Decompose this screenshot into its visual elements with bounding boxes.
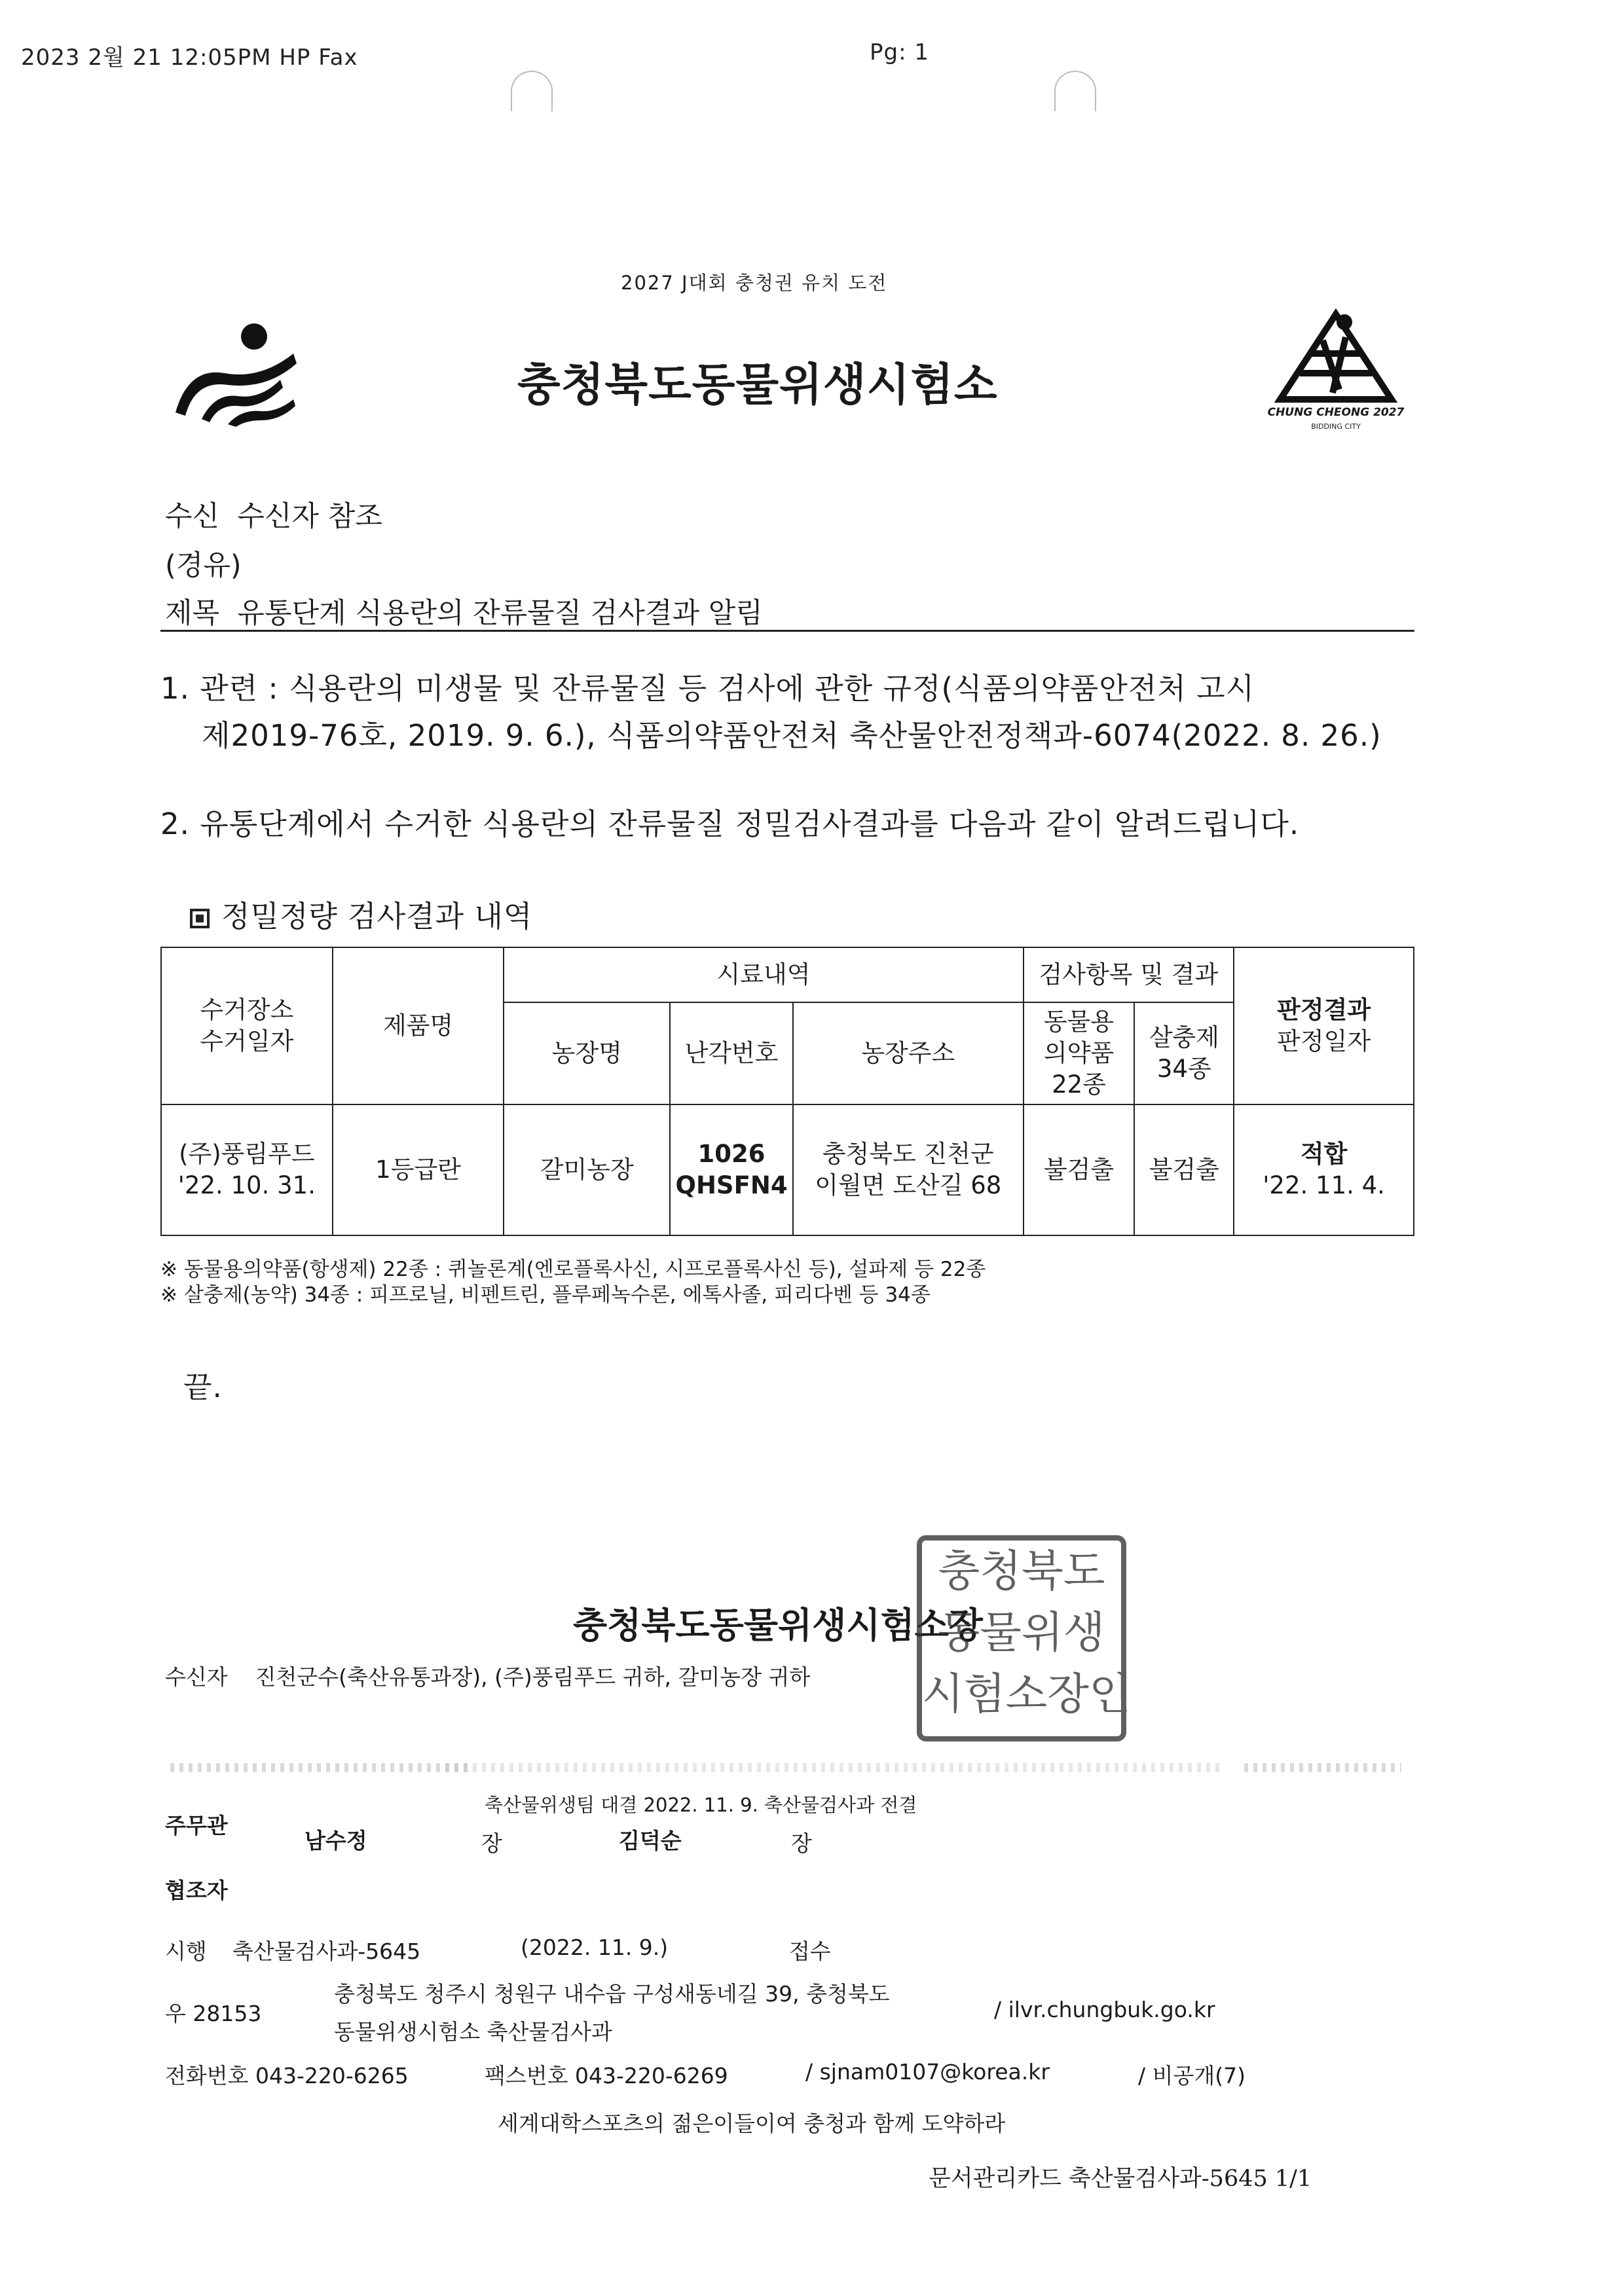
cell-shell bbox=[670, 1104, 793, 1235]
header-drug bbox=[1024, 1002, 1135, 1104]
end-mark: 끝. bbox=[183, 1370, 223, 1404]
director-name: 김덕순 bbox=[619, 1828, 682, 1853]
cell-verdict bbox=[1234, 1104, 1414, 1235]
seal-line-2: 동물위생 bbox=[938, 1607, 1105, 1658]
fax-timestamp: 2023 2월 21 12:05PM HP Fax bbox=[21, 45, 358, 71]
address-line-1: 충청북도 청주시 청원구 내수읍 구성새동네길 39, 충청북도 bbox=[334, 1981, 890, 2007]
cell-address-2: 이월면 도산길 68 bbox=[815, 1171, 1002, 1199]
note-1: ※ 동물용의약품(항생제) 22종 : 퀴놀론계(엔로플록사신, 시프로플록사신 등), 설파제 등 22종 bbox=[160, 1258, 986, 1281]
scan-noise bbox=[445, 1763, 1225, 1772]
cell-farm: 갈미농장 bbox=[504, 1104, 670, 1235]
table-row bbox=[161, 1104, 1414, 1235]
recipient-line bbox=[165, 494, 382, 534]
recipients-value: 진천군수(축산유통과장), (주)풍림푸드 귀하, 갈미농장 귀하 bbox=[255, 1664, 811, 1690]
cell-shell-1: 1026 bbox=[697, 1139, 766, 1168]
seal-line-3: 시험소장인 bbox=[922, 1669, 1131, 1719]
col-header-pest-1: 살충제 bbox=[1149, 1023, 1219, 1051]
address-line-2: 동물위생시험소 축산물검사과 bbox=[334, 2019, 612, 2045]
via-line: (경유) bbox=[165, 549, 242, 582]
recipient-label: 수신 bbox=[165, 500, 220, 533]
postal-code: 우 28153 bbox=[165, 2001, 262, 2026]
enforcement-date: (2022. 11. 9.) bbox=[521, 1935, 669, 1960]
paragraph-2: 2. 유통단계에서 수거한 식용란의 잔류물질 정밀검사결과를 다음과 같이 알려드립니다. bbox=[160, 807, 1300, 841]
enforcement-label: 시행 bbox=[165, 1939, 207, 1964]
email-link[interactable]: / sjnam0107@korea.kr bbox=[805, 2059, 1050, 2085]
col-header-product: 제품명 bbox=[333, 947, 504, 1104]
header-pest bbox=[1134, 1002, 1234, 1104]
header-place-date bbox=[161, 947, 333, 1104]
cell-address-1: 충청북도 진천군 bbox=[822, 1139, 994, 1168]
campaign-slogan: 세계대학스포츠의 젊은이들이여 충청과 함께 도약하라 bbox=[498, 2111, 1006, 2136]
org-title: 충청북도동물위생시험소 bbox=[517, 359, 998, 411]
officer-label: 주무관 bbox=[165, 1813, 228, 1838]
emblem-subtext: BIDDING CITY bbox=[1311, 422, 1361, 431]
col-header-address: 농장주소 bbox=[793, 1002, 1024, 1104]
scan-noise bbox=[170, 1763, 471, 1772]
subject-label: 제목 bbox=[165, 597, 220, 630]
approval-note: 축산물위생팀 대결 2022. 11. 9. 축산물검사과 전결 bbox=[485, 1794, 917, 1816]
recipient-value: 수신자 참조 bbox=[237, 500, 382, 533]
col-header-drug-2: 의약품 bbox=[1043, 1038, 1115, 1067]
punch-hole-mark bbox=[1054, 71, 1096, 111]
section-title: 정밀정량 검사결과 내역 bbox=[221, 899, 533, 934]
website-link[interactable]: / ilvr.chungbuk.go.kr bbox=[994, 1997, 1215, 2022]
cell-product: 1등급란 bbox=[333, 1104, 504, 1235]
punch-hole-mark bbox=[511, 71, 553, 111]
cell-verdict-result: 적합 bbox=[1300, 1139, 1348, 1168]
officer-name: 남수정 bbox=[304, 1828, 367, 1853]
cooperator-label: 협조자 bbox=[165, 1878, 228, 1903]
note-2: ※ 살충제(농약) 34종 : 피프로닐, 비펜트린, 플루페녹수론, 에톡사졸, 피리다벤 등 34종 bbox=[160, 1283, 931, 1307]
paragraph-1-line-1: 1. 관련 : 식용란의 미생물 및 잔류물질 등 검사에 관한 규정(식품의약품안전처 고시 bbox=[160, 671, 1255, 706]
col-header-shell: 난각번호 bbox=[670, 1002, 793, 1104]
chungcheong-2027-emblem bbox=[1261, 308, 1411, 448]
chief-label-2: 장 bbox=[791, 1831, 812, 1856]
sender-title: 충청북도동물위생시험소장 bbox=[573, 1605, 983, 1646]
scan-noise bbox=[1244, 1763, 1401, 1772]
section-heading bbox=[190, 892, 532, 935]
col-header-date: 수거일자 bbox=[200, 1027, 294, 1055]
header-divider bbox=[160, 630, 1414, 632]
col-header-verdict: 판정결과 bbox=[1277, 995, 1371, 1024]
phone-number: 전화번호 043-220-6265 bbox=[165, 2063, 409, 2088]
slogan: 2027 J대회 충청권 유치 도전 bbox=[621, 272, 888, 294]
col-header-place: 수거장소 bbox=[200, 995, 294, 1024]
col-header-drug-1: 동물용 bbox=[1043, 1007, 1115, 1036]
document-card-ref: 문서관리카드 축산물검사과-5645 1/1 bbox=[929, 2166, 1312, 2192]
receipt-label: 접수 bbox=[789, 1939, 831, 1964]
recipients-line bbox=[165, 1660, 810, 1691]
paragraph-1-line-2: 제2019-76호, 2019. 9. 6.), 식품의약품안전처 축산물안전정책과-6074(2022. 8. 26.) bbox=[202, 718, 1382, 753]
cell-verdict-date: '22. 11. 4. bbox=[1263, 1171, 1385, 1199]
official-seal bbox=[917, 1535, 1131, 1741]
square-bullet-icon bbox=[190, 909, 210, 928]
col-header-pest-2: 34종 bbox=[1156, 1055, 1211, 1083]
cell-shell-2: QHSFN4 bbox=[675, 1171, 788, 1199]
col-header-test: 검사항목 및 결과 bbox=[1024, 947, 1234, 1002]
col-header-drug-3: 22종 bbox=[1052, 1070, 1106, 1099]
subject-line bbox=[165, 591, 763, 631]
emblem-text: CHUNG CHEONG 2027 bbox=[1267, 406, 1405, 419]
cell-pest: 불검출 bbox=[1134, 1104, 1234, 1235]
results-table bbox=[160, 947, 1414, 1236]
recipients-label: 수신자 bbox=[165, 1664, 228, 1690]
cell-address bbox=[793, 1104, 1024, 1235]
cell-place-date bbox=[161, 1104, 333, 1235]
cell-date: '22. 10. 31. bbox=[177, 1171, 316, 1199]
header-verdict bbox=[1234, 947, 1414, 1104]
cell-drug: 불검출 bbox=[1024, 1104, 1135, 1235]
enforcement-doc-no: 축산물검사과-5645 bbox=[232, 1939, 421, 1964]
fax-page-number: Pg: 1 bbox=[870, 39, 929, 65]
disclosure-status: / 비공개(7) bbox=[1138, 2063, 1246, 2088]
fax-number: 팩스번호 043-220-6269 bbox=[485, 2063, 728, 2088]
subject-value: 유통단계 식용란의 잔류물질 검사결과 알림 bbox=[237, 597, 763, 630]
col-header-sample: 시료내역 bbox=[504, 947, 1023, 1002]
cell-place: (주)풍림푸드 bbox=[179, 1139, 315, 1168]
col-header-verdict-date: 판정일자 bbox=[1277, 1027, 1371, 1055]
col-header-farm: 농장명 bbox=[504, 1002, 670, 1104]
org-logo bbox=[162, 314, 320, 432]
seal-line-1: 충청북도 bbox=[938, 1546, 1105, 1596]
chief-label-1: 장 bbox=[481, 1831, 502, 1856]
